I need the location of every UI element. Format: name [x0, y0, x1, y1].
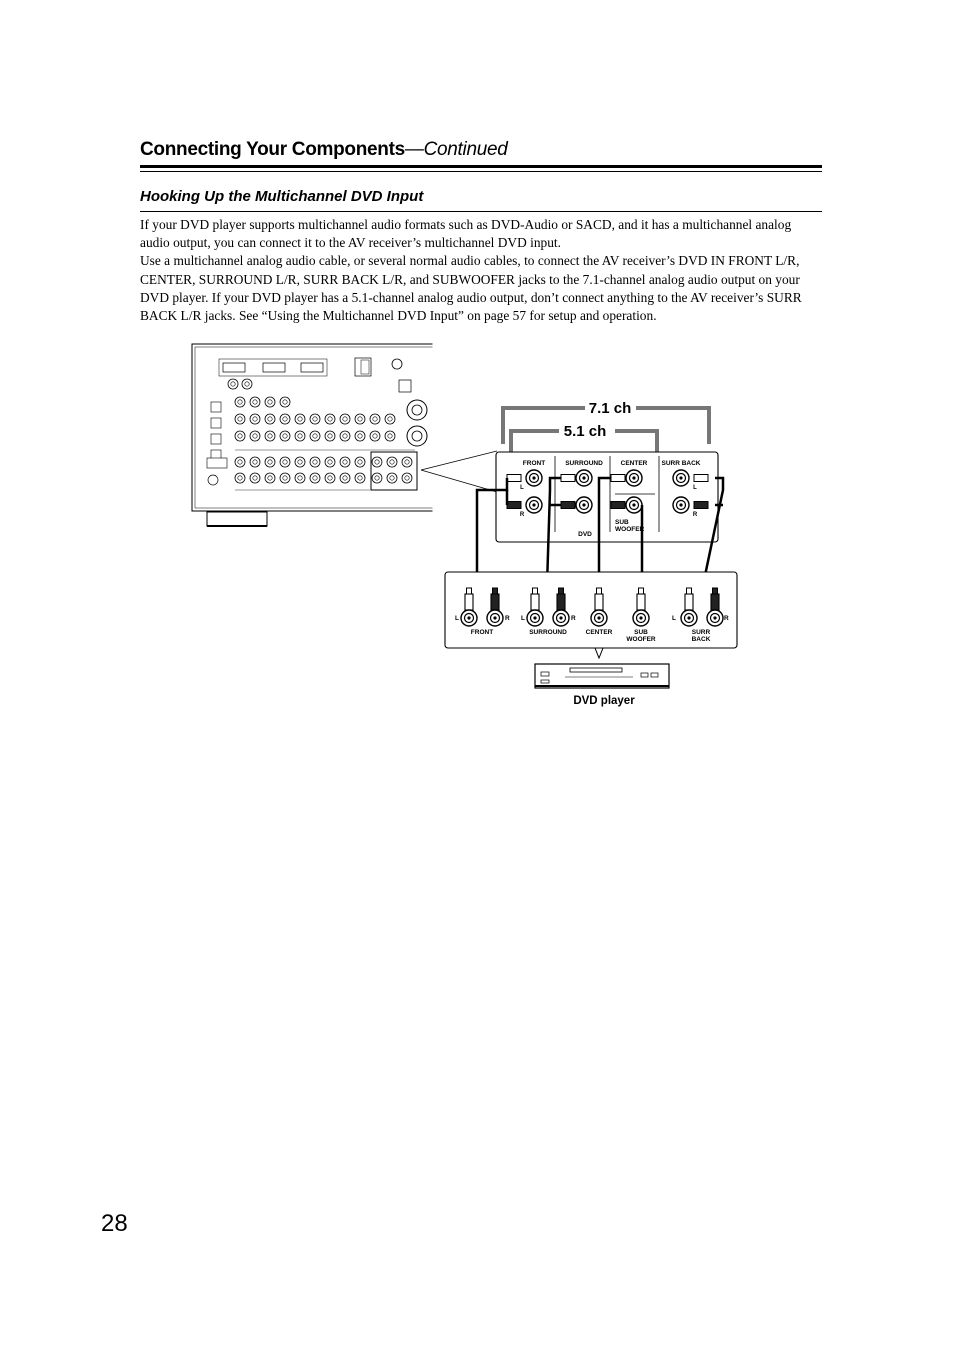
header-rule-thin	[140, 171, 822, 172]
section-rule	[140, 211, 822, 212]
dvd-player-label: DVD player	[573, 695, 635, 707]
label-l: L	[455, 615, 459, 622]
jack	[526, 497, 542, 513]
receiver-dvd-input-panel	[496, 452, 718, 542]
header-continued: —Continued	[404, 139, 508, 160]
label-sub: SUB	[634, 629, 648, 636]
bracket-5-1	[511, 423, 657, 452]
label-l: L	[693, 485, 697, 491]
jack	[526, 470, 542, 486]
label-l: L	[521, 615, 525, 622]
label-center: CENTER	[620, 460, 648, 467]
label-r: R	[505, 615, 510, 622]
section-title: Hooking Up the Multichannel DVD Input	[140, 188, 424, 205]
page-number: 28	[101, 1210, 128, 1237]
jack	[591, 610, 607, 626]
jack	[673, 497, 689, 513]
label-7-1-ch: 7.1 ch	[588, 400, 632, 417]
label-woofer: WOOFER	[615, 526, 645, 533]
header-rule-thick	[140, 165, 822, 168]
label-center: CENTER	[585, 629, 613, 636]
label-l: L	[672, 615, 676, 622]
jack	[633, 610, 649, 626]
label-front: FRONT	[470, 629, 494, 636]
jack	[707, 610, 723, 626]
jack	[553, 610, 569, 626]
page-header	[140, 139, 822, 161]
paragraph: If your DVD player supports multichannel audio formats such as DVD-Audio or SACD, and it has a multichannel analog audio output, you can connect it to the AV receiver’s multichannel DVD input.	[140, 217, 792, 251]
label-dvd: DVD	[578, 531, 592, 538]
label-surr: SURR	[691, 629, 711, 636]
label-woofer: WOOFER	[626, 636, 656, 643]
jack	[487, 610, 503, 626]
header-title: Connecting Your Components—Continued	[140, 139, 508, 160]
jack	[673, 470, 689, 486]
label-5-1-ch: 5.1 ch	[563, 423, 607, 440]
receiver-rear-panel	[192, 340, 434, 526]
label-r: R	[519, 512, 525, 518]
label-surround: SURROUND	[565, 460, 603, 467]
label-surr-back: SURR BACK	[661, 460, 701, 467]
jack	[626, 470, 642, 486]
label-sub: SUB	[615, 519, 629, 526]
body-text	[140, 216, 824, 325]
jack	[626, 497, 642, 513]
jack	[576, 470, 592, 486]
connection-diagram	[185, 340, 745, 720]
dvd-output-panel	[445, 572, 737, 658]
label-front: FRONT	[522, 460, 546, 467]
jack	[461, 610, 477, 626]
paragraph: Use a multichannel analog audio cable, or several normal audio cables, to connect the AV receiver’s DVD IN FRONT L/R, CENTER, SURROUND L/R, SURR BACK L/R, and SUBWOOFER jacks to the 7.1-channel analog audio output on your DVD player. If your DVD player has a 5.1-channel analog audio output, don’t connect anything to the AV receiver’s SURR BACK L/R jacks. See “Using the Multichannel DVD Input” on page 57 for setup and operation.	[140, 253, 802, 324]
label-surround: SURROUND	[529, 629, 567, 636]
jack	[527, 610, 543, 626]
label-r: R	[692, 512, 698, 518]
dvd-player	[535, 664, 669, 707]
jack	[576, 497, 592, 513]
label-r: R	[571, 615, 576, 622]
jack	[681, 610, 697, 626]
label-r: R	[724, 615, 729, 622]
label-back: BACK	[691, 636, 711, 643]
label-l: L	[520, 485, 524, 491]
